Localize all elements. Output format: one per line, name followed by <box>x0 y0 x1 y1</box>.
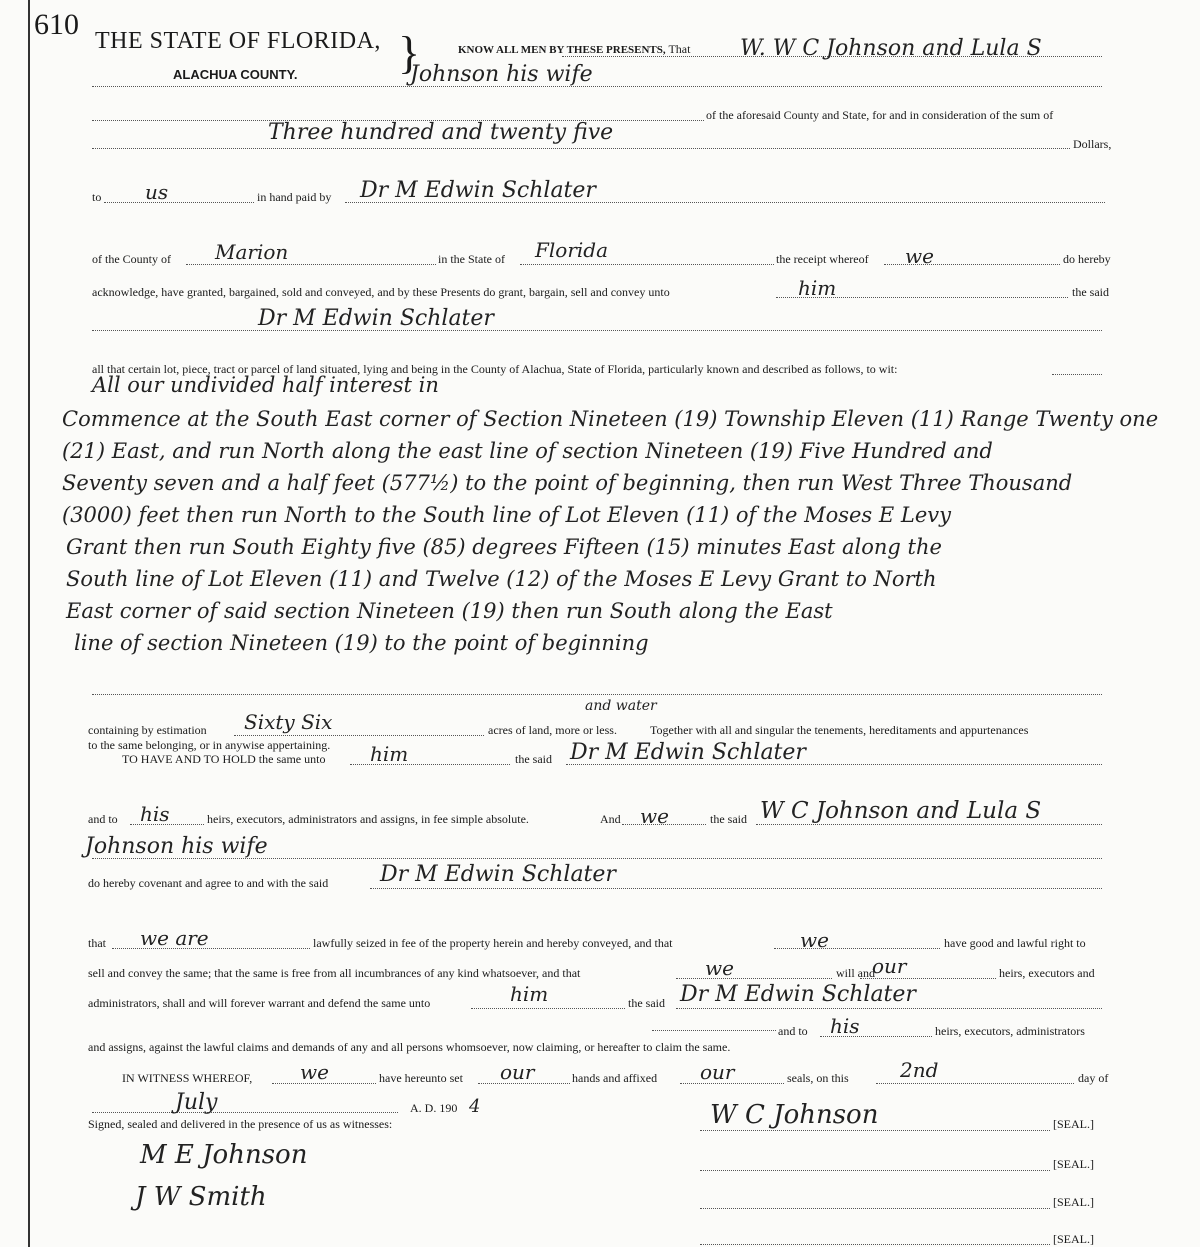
witness-1-signature: M E Johnson <box>140 1140 308 1170</box>
seals-label: seals, on this <box>787 1071 849 1085</box>
dotted-line <box>774 948 940 949</box>
dotted-line <box>104 202 254 203</box>
consideration-label: of the aforesaid County and State, for and in consideration of the sum of <box>706 108 1054 122</box>
day-of-label: day of <box>1078 1071 1109 1085</box>
dotted-line <box>876 1083 1074 1084</box>
county-heading: ALACHUA COUNTY. <box>173 67 298 82</box>
signature-line <box>700 1170 1050 1171</box>
the-said-label: the said <box>1072 285 1109 299</box>
claims-text: and assigns, against the lawful claims and demands of any and all persons whomsoever, now claiming, or hereafter to claim the same. <box>88 1040 731 1054</box>
dotted-line <box>92 858 1102 859</box>
we-value-2: we <box>800 928 829 952</box>
dotted-line <box>92 330 1102 331</box>
know-all-men-label: KNOW ALL MEN BY THESE PRESENTS, <box>458 44 666 56</box>
state-value: Florida <box>535 238 608 262</box>
dotted-line <box>1052 374 1102 375</box>
grant-unto-value: him <box>798 276 837 300</box>
sell-text: sell and convey the same; that the same is free from all incumbrances of any kind whatsoever, and that <box>88 966 581 980</box>
our-value: our <box>872 954 907 978</box>
receipt-label: the receipt whereof <box>776 252 869 266</box>
page-edge-line <box>28 0 30 1247</box>
his-value-2: his <box>830 1014 860 1038</box>
hereby-label: do hereby <box>1063 252 1111 266</box>
to-label: to <box>92 190 102 204</box>
and-to-label: and to <box>88 812 118 826</box>
we-value-3: we <box>705 956 734 980</box>
signature-line <box>700 1244 1050 1245</box>
seized-text: lawfully seized in fee of the property herein and hereby conveyed, and that <box>313 936 673 950</box>
the-said-label-2: the said <box>710 812 747 826</box>
dotted-line <box>92 1112 398 1113</box>
land-intro: all that certain lot, piece, tract or parcel of land situated, lying and being in the County of Alachua, State of Florida, particularly known and described as follows, to wit: <box>92 362 898 376</box>
grantor-signature: W C Johnson <box>710 1100 879 1130</box>
dotted-line <box>471 1008 625 1009</box>
state-heading: THE STATE OF FLORIDA, <box>95 28 381 54</box>
page-number: 610 <box>34 8 79 41</box>
dotted-line <box>652 1030 776 1031</box>
heirs-exec-text: heirs, executors and <box>999 966 1095 980</box>
dotted-line <box>676 978 832 979</box>
grantors-line2: Johnson his wife <box>410 62 593 87</box>
covenant-grantee: Dr M Edwin Schlater <box>380 862 616 887</box>
habendum-grantors-line1: W C Johnson and Lula S <box>760 798 1042 824</box>
acres-value: Sixty Six <box>244 710 333 734</box>
habendum-label: TO HAVE AND TO HOLD the same unto <box>122 752 326 766</box>
heirs-admin-text: heirs, executors, administrators <box>935 1024 1085 1038</box>
and-to-label-2: and to <box>778 1024 808 1038</box>
brace-glyph: } <box>398 27 421 78</box>
land-description-line: Commence at the South East corner of Section Nineteen (19) Township Eleven (11) Range Twenty one <box>62 407 1159 431</box>
know-all-men-line <box>458 42 690 57</box>
signature-line <box>700 1130 1050 1131</box>
witness-our: our <box>500 1060 535 1084</box>
grantee-name: Dr M Edwin Schlater <box>360 178 596 203</box>
good-right-text: have good and lawful right to <box>944 936 1086 950</box>
habendum-grantors-line2: Johnson his wife <box>85 834 268 859</box>
signature-line <box>700 1208 1050 1209</box>
in-witness-label: IN WITNESS WHEREOF, <box>122 1071 253 1085</box>
month-value: July <box>175 1090 218 1115</box>
dotted-line <box>92 148 1070 149</box>
dotted-line <box>370 888 1102 889</box>
admin-unto-value: him <box>510 982 549 1006</box>
to-value: us <box>145 180 169 204</box>
amount-words: Three hundred and twenty five <box>268 120 614 145</box>
seal-label: [SEAL.] <box>1053 1117 1094 1131</box>
grantors-line1: W. W C Johnson and Lula S <box>740 36 1042 61</box>
dotted-line <box>756 824 1102 825</box>
signed-text: Signed, sealed and delivered in the presence of us as witnesses: <box>88 1117 393 1131</box>
dotted-line <box>234 735 484 736</box>
county-value: Marion <box>215 240 289 264</box>
grant-grantee-name: Dr M Edwin Schlater <box>258 306 494 331</box>
belonging-text: to the same belonging, or in anywise appertaining. <box>88 738 331 752</box>
seal-label: [SEAL.] <box>1053 1195 1094 1209</box>
land-description-line: (3000) feet then run North to the South line of Lot Eleven (11) of the Moses E Levy <box>62 503 951 527</box>
witness-we: we <box>300 1060 329 1084</box>
land-description-line: (21) East, and run North along the east line of section Nineteen (19) Five Hundred and <box>62 439 993 463</box>
dollars-label: Dollars, <box>1073 137 1112 151</box>
grant-text: acknowledge, have granted, bargained, sold and conveyed, and by these Presents do grant, bargain, sell and convey unto <box>92 285 670 299</box>
land-description-line: All our undivided half interest in <box>92 373 439 397</box>
ad-label: A. D. 190 <box>410 1101 458 1115</box>
together-text: Together with all and singular the tenements, hereditaments and appurtenances <box>650 723 1029 737</box>
dotted-line <box>520 264 774 265</box>
land-description-line: Grant then run South Eighty five (85) degrees Fifteen (15) minutes East along the <box>66 535 942 559</box>
that-label: That <box>668 42 691 56</box>
year-digit: 4 <box>469 1096 481 1117</box>
dotted-line <box>860 978 996 979</box>
dotted-line <box>92 694 1102 695</box>
habendum-the-said: the said <box>515 752 552 766</box>
acres-label: acres of land, more or less. <box>488 723 617 737</box>
county-of-label: of the County of <box>92 252 171 266</box>
land-description-line: line of section Nineteen (19) to the point of beginning <box>74 631 649 655</box>
land-description-line: East corner of said section Nineteen (19) then run South along the East <box>66 599 833 623</box>
seal-label: [SEAL.] <box>1053 1157 1094 1171</box>
state-of-label: in the State of <box>438 252 505 266</box>
have-set-label: have hereunto set <box>379 1071 463 1085</box>
dotted-line <box>676 1008 1102 1009</box>
and-label: And <box>600 812 621 826</box>
dotted-line <box>186 264 436 265</box>
witness-2-signature: J W Smith <box>135 1182 267 1212</box>
seal-label: [SEAL.] <box>1053 1232 1094 1246</box>
will-and-label: will and <box>836 966 875 980</box>
admin-text: administrators, shall and will forever warrant and defend the same unto <box>88 996 431 1010</box>
land-description-line: South line of Lot Eleven (11) and Twelve (12) of the Moses E Levy Grant to North <box>66 567 937 591</box>
that-label-2: that <box>88 936 106 950</box>
land-description-line: Seventy seven and a half feet (577½) to the point of beginning, then run West Three Thousand <box>62 471 1073 495</box>
the-said-label-3: the said <box>628 996 665 1010</box>
hand-paid-label: in hand paid by <box>257 190 332 204</box>
covenant-grantee-2: Dr M Edwin Schlater <box>680 982 916 1007</box>
hands-label: hands and affixed <box>572 1071 658 1085</box>
heirs-text: heirs, executors, administrators and assigns, in fee simple absolute. <box>207 812 529 826</box>
we-value: we <box>640 804 669 828</box>
receipt-value: we <box>905 244 934 268</box>
we-are-value: we are <box>140 926 209 950</box>
his-value: his <box>140 802 170 826</box>
containing-label: containing by estimation <box>88 723 207 737</box>
covenant-label: do hereby covenant and agree to and with the said <box>88 876 329 890</box>
habendum-grantee: Dr M Edwin Schlater <box>570 740 806 765</box>
habendum-unto-value: him <box>370 742 409 766</box>
witness-our-2: our <box>700 1060 735 1084</box>
dotted-line <box>92 86 1102 87</box>
water-insert: and water <box>585 698 657 714</box>
day-value: 2nd <box>900 1058 939 1082</box>
